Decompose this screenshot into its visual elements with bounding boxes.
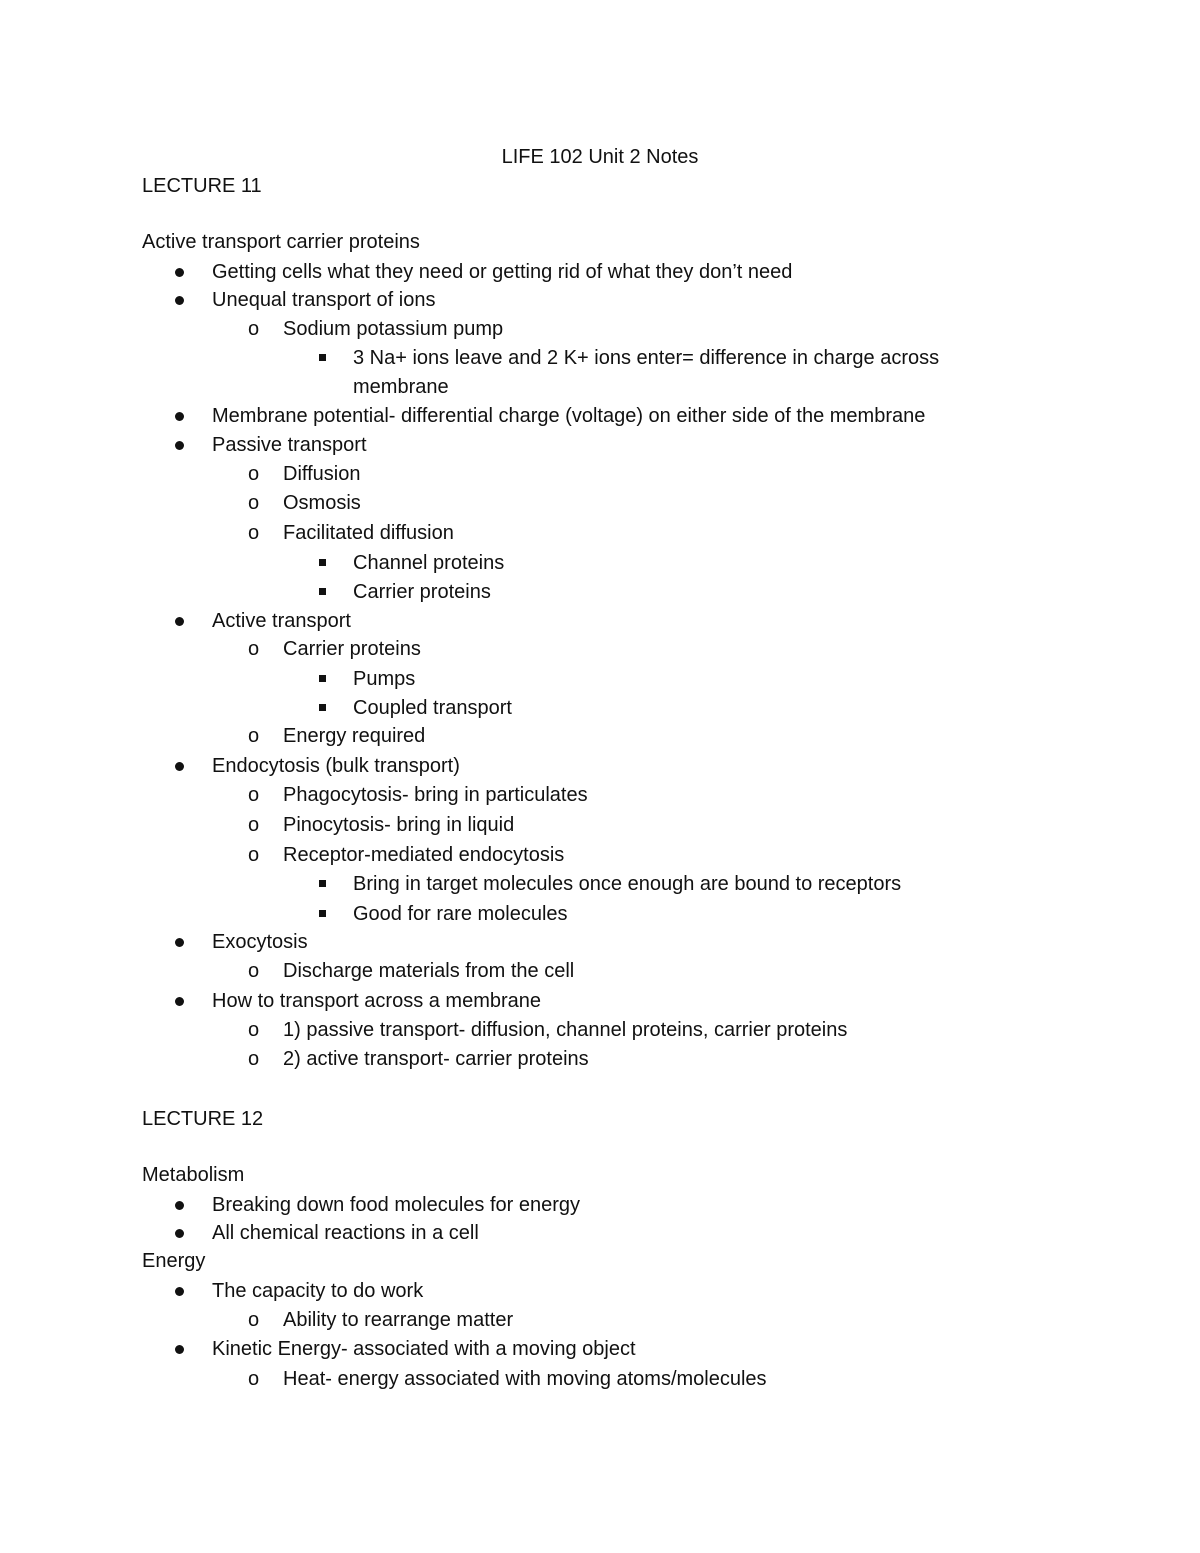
- bullet-circle-icon: o: [248, 1048, 260, 1070]
- bullet-disc-icon: [175, 997, 184, 1006]
- list-item-text: 1) passive transport- diffusion, channel proteins, carrier proteins: [283, 1019, 848, 1041]
- bullet-square-icon: [319, 910, 326, 917]
- bullet-circle-icon: o: [248, 318, 260, 340]
- list-item-text: Active transport carrier proteins: [142, 231, 420, 253]
- list-item-text: Kinetic Energy- associated with a moving object: [212, 1338, 636, 1360]
- list-item-text: Pinocytosis- bring in liquid: [283, 814, 515, 836]
- list-item-text: The capacity to do work: [212, 1280, 424, 1302]
- bullet-disc-icon: [175, 1229, 184, 1238]
- bullet-disc-icon: [175, 762, 184, 771]
- list-item-text: Facilitated diffusion: [283, 522, 454, 544]
- list-item-text: Diffusion: [283, 463, 361, 485]
- bullet-disc-icon: [175, 1201, 184, 1210]
- bullet-circle-icon: o: [248, 844, 260, 866]
- list-item-text: Osmosis: [283, 492, 361, 514]
- list-item-text: All chemical reactions in a cell: [212, 1222, 479, 1244]
- list-item-text: Energy required: [283, 725, 426, 747]
- bullet-disc-icon: [175, 296, 184, 305]
- bullet-disc-icon: [175, 412, 184, 421]
- list-item-text: Receptor-mediated endocytosis: [283, 844, 565, 866]
- bullet-square-icon: [319, 354, 326, 361]
- list-item-text: Ability to rearrange matter: [283, 1309, 514, 1331]
- list-item-text: Carrier proteins: [283, 638, 421, 660]
- list-item-text: membrane: [353, 376, 449, 398]
- bullet-square-icon: [319, 675, 326, 682]
- list-item-text: Coupled transport: [353, 697, 512, 719]
- list-item-text: Carrier proteins: [353, 581, 491, 603]
- bullet-circle-icon: o: [248, 784, 260, 806]
- list-item-text: LECTURE 12: [142, 1108, 264, 1130]
- list-item-text: Sodium potassium pump: [283, 318, 504, 340]
- list-item-text: How to transport across a membrane: [212, 990, 542, 1012]
- bullet-disc-icon: [175, 1287, 184, 1296]
- list-item-text: Active transport: [212, 610, 351, 632]
- list-item-text: Unequal transport of ions: [212, 289, 436, 311]
- list-item-text: Good for rare molecules: [353, 903, 568, 925]
- bullet-circle-icon: o: [248, 492, 260, 514]
- list-item-text: Bring in target molecules once enough are bound to receptors: [353, 873, 902, 895]
- bullet-circle-icon: o: [248, 522, 260, 544]
- list-item-text: Passive transport: [212, 434, 367, 456]
- list-item-text: Metabolism: [142, 1164, 245, 1186]
- bullet-disc-icon: [175, 1345, 184, 1354]
- bullet-square-icon: [319, 559, 326, 566]
- bullet-circle-icon: o: [248, 1309, 260, 1331]
- bullet-circle-icon: o: [248, 1368, 260, 1390]
- list-item-text: Getting cells what they need or getting rid of what they don’t need: [212, 261, 793, 283]
- list-item-text: Phagocytosis- bring in particulates: [283, 784, 588, 806]
- bullet-circle-icon: o: [248, 1019, 260, 1041]
- list-item-text: Heat- energy associated with moving atoms/molecules: [283, 1368, 767, 1390]
- list-item-text: LECTURE 11: [142, 175, 262, 197]
- bullet-square-icon: [319, 880, 326, 887]
- list-item-text: Exocytosis: [212, 931, 308, 953]
- document-title: LIFE 102 Unit 2 Notes: [501, 146, 699, 168]
- list-item-text: 3 Na+ ions leave and 2 K+ ions enter= difference in charge across: [353, 347, 940, 369]
- bullet-disc-icon: [175, 938, 184, 947]
- list-item-text: Breaking down food molecules for energy: [212, 1194, 580, 1216]
- bullet-square-icon: [319, 588, 326, 595]
- list-item-text: 2) active transport- carrier proteins: [283, 1048, 589, 1070]
- bullet-disc-icon: [175, 441, 184, 450]
- bullet-circle-icon: o: [248, 638, 260, 660]
- bullet-square-icon: [319, 704, 326, 711]
- bullet-disc-icon: [175, 617, 184, 626]
- bullet-circle-icon: o: [248, 814, 260, 836]
- bullet-circle-icon: o: [248, 725, 260, 747]
- bullet-circle-icon: o: [248, 960, 260, 982]
- bullet-disc-icon: [175, 268, 184, 277]
- list-item-text: Membrane potential- differential charge (voltage) on either side of the membrane: [212, 405, 926, 427]
- bullet-circle-icon: o: [248, 463, 260, 485]
- list-item-text: Discharge materials from the cell: [283, 960, 575, 982]
- list-item-text: Endocytosis (bulk transport): [212, 755, 460, 777]
- list-item-text: Pumps: [353, 668, 416, 690]
- list-item-text: Channel proteins: [353, 552, 505, 574]
- list-item-text: Energy: [142, 1250, 206, 1272]
